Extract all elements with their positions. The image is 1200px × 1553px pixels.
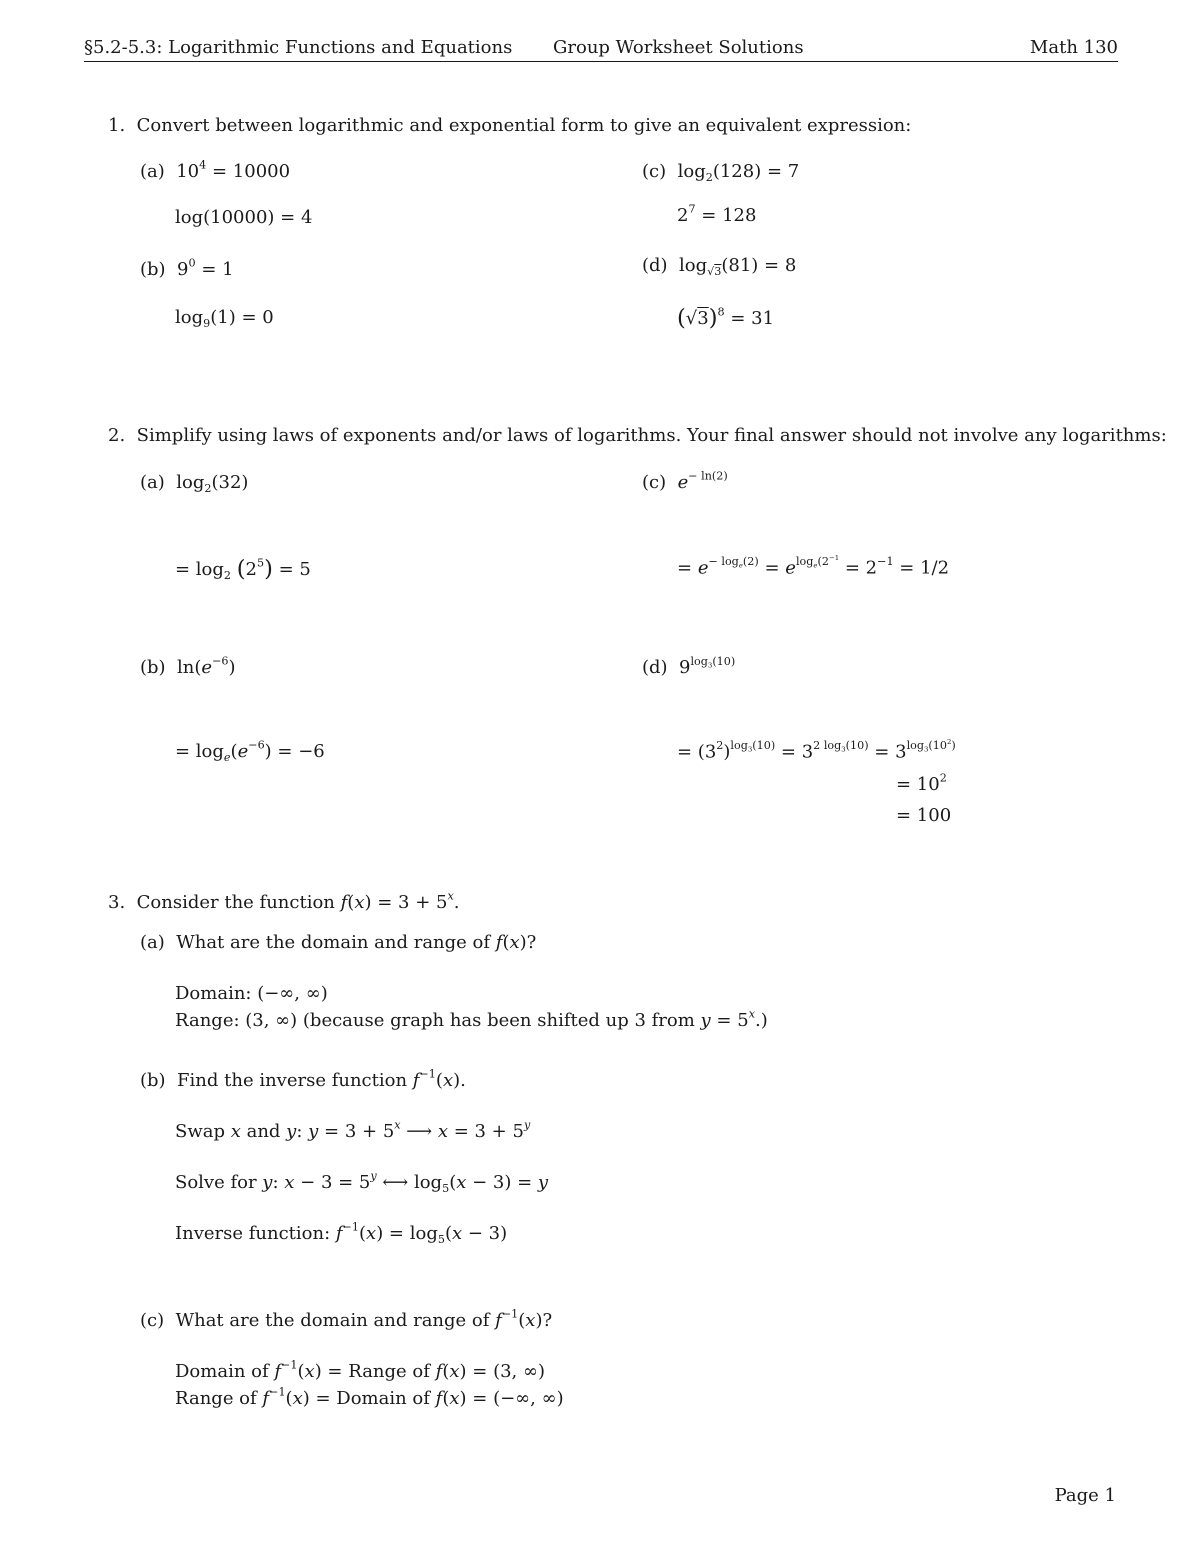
q2c-answer: = $e^{- log_e(2)} = e^{log_e(2^{-1}} = 2^{-1} = 1/2$ (677, 554, 950, 579)
q1b-answer: $\log_9(1) = 0$ (175, 307, 274, 330)
header-rule (84, 61, 1118, 62)
q1a-question: (a) $10^4 = 10000$ (140, 158, 291, 182)
q3b-inverse-result: Inverse function: $f^{-1}(x) = \log_5(x - 3)$ (175, 1220, 508, 1246)
q3a-question: (a) What are the domain and range of f(x)? (140, 932, 537, 953)
q2d-answer-line2: = $10^2$ (896, 771, 947, 795)
q3b-question: (b) Find the inverse function $f^{-1}(x)$. (140, 1067, 466, 1091)
q2b-question: (b) $\ln(e^{-6})$ (140, 654, 236, 678)
q1c-answer: $2^7 = 128$ (677, 202, 757, 226)
q1d-answer: $(√3)^8 = 31$ (677, 305, 775, 331)
q1a-answer: log(10000) = 4 (175, 207, 313, 228)
q3b-swap-step: Swap x and y: $y = 3 + 5^x$ ⟶ $x = 3 + 5^y$ (175, 1118, 531, 1142)
q1c-question: (c) $\log_2(128) = 7$ (642, 161, 800, 184)
q3a-domain: Domain: (−∞, ∞) (175, 983, 328, 1004)
q2c-question: (c) $e^{- ln(2)}$ (642, 469, 728, 493)
q1-prompt: 1. Convert between logarithmic and exponential form to give an equivalent expression: (108, 115, 912, 136)
q1b-question: (b) $9^0 = 1$ (140, 256, 234, 280)
header-course: Math 130 (1029, 37, 1118, 58)
header-document-title: Group Worksheet Solutions (553, 37, 804, 58)
q2a-question: (a) $\log_2(32)$ (140, 472, 249, 495)
q3-prompt: 3. Consider the function $f(x) = 3 + 5^x$. (108, 889, 460, 913)
q2b-answer: = $\log_e(e^{-6}) = -6$ (175, 738, 325, 764)
q3c-range: Range of $f^{-1}(x)$ = Domain of f(x) = (−∞, ∞) (175, 1385, 564, 1409)
q3a-range: Range: (3, ∞) (because graph has been shifted up 3 from $y = 5^x$.) (175, 1007, 768, 1031)
q2d-answer-line3: = 100 (896, 805, 952, 826)
q1d-question: (d) $\log_{√3}(81) = 8$ (642, 255, 797, 278)
q2d-answer-line1: = $(3^2)^{log_3(10)} = 3^{2 log_3(10)} = 3^{log_3(10^2)}$ (677, 738, 956, 763)
q2-prompt: 2. Simplify using laws of exponents and/or laws of logarithms. Your final answer should not involve any logarithms: (108, 425, 1167, 446)
q3b-solve-step: Solve for y: $x - 3 = 5^y$ ⟷ $\log_5(x - 3) = y$ (175, 1169, 549, 1195)
q2d-question: (d) $9^{log_3(10)}$ (642, 654, 736, 678)
header-section-title: §5.2-5.3: Logarithmic Functions and Equations (84, 37, 513, 58)
q3c-question: (c) What are the domain and range of $f^{-1}(x)$? (140, 1307, 553, 1331)
q2a-answer: = $\log_2 (2^5) = 5$ (175, 556, 311, 582)
q3c-domain: Domain of $f^{-1}(x)$ = Range of f(x) = (3, ∞) (175, 1358, 545, 1382)
page-number: Page 1 (1054, 1485, 1116, 1506)
